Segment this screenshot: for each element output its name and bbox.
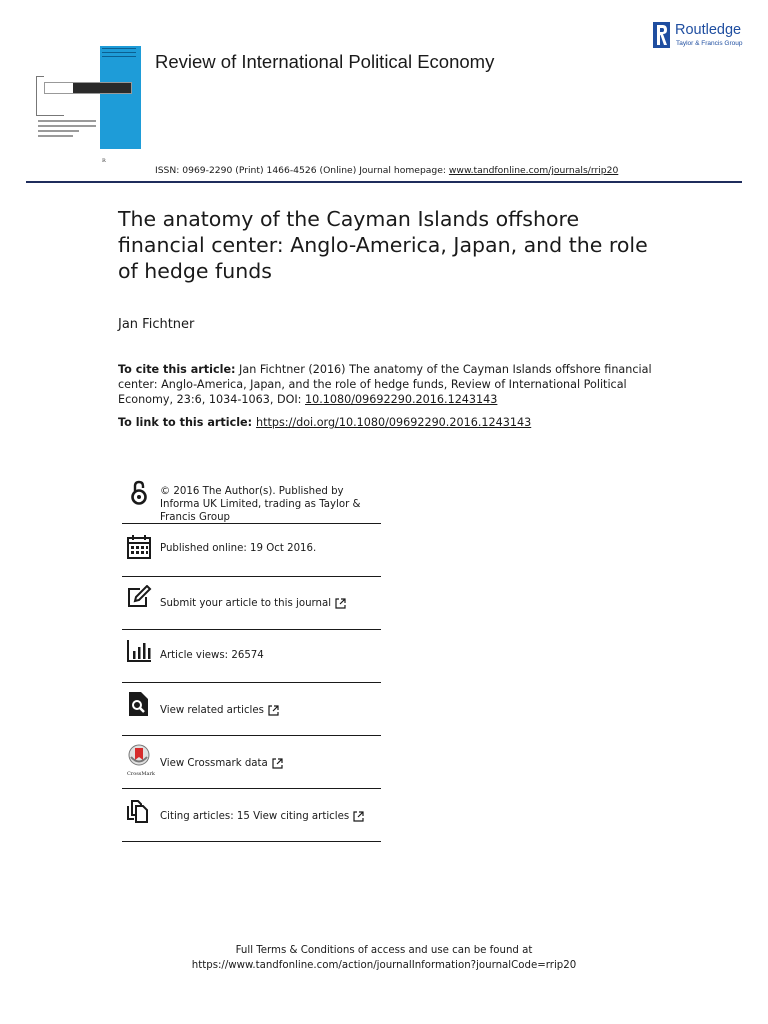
- bar-chart-icon: [126, 638, 152, 664]
- article-info-list: [122, 472, 381, 842]
- views-text: Article views: 26574: [160, 650, 264, 661]
- open-access-icon: [126, 480, 152, 506]
- routledge-logo: [653, 22, 749, 52]
- license-row: [122, 472, 381, 524]
- issn-line: [155, 165, 618, 176]
- issn-text: ISSN: 0969-2290 (Print) 1466-4526 (Online) Journal homepage:: [155, 165, 449, 176]
- journal-homepage-link[interactable]: www.tandfonline.com/journals/rrip20: [448, 165, 619, 176]
- citing-text[interactable]: Citing articles: 15 View citing articles: [160, 811, 350, 822]
- article-url-link[interactable]: https://doi.org/10.1080/09692290.2016.1243143: [256, 416, 532, 429]
- footer-terms-link[interactable]: https://www.tandfonline.com/action/journalInformation?journalCode=rrip20: [191, 960, 577, 971]
- crossmark-icon: [126, 744, 152, 774]
- crossmark-text[interactable]: View Crossmark data: [160, 758, 268, 769]
- cover-blue-panel: [100, 46, 141, 149]
- external-link-icon: [335, 598, 346, 609]
- cite-label: To cite this article:: [118, 363, 236, 376]
- submit-row[interactable]: [122, 577, 381, 630]
- article-link-line: [118, 416, 531, 429]
- journal-cover-thumbnail: [36, 18, 142, 164]
- edit-icon: [126, 585, 152, 611]
- cover-title-bar: [44, 82, 132, 94]
- journal-name: Review of International Political Economy: [155, 51, 495, 72]
- crossmark-row[interactable]: [122, 736, 381, 789]
- external-link-icon: [268, 705, 279, 716]
- crossmark-icon-label: CrossMark: [127, 771, 155, 777]
- cover-routledge-logo: R: [102, 158, 106, 164]
- footer-line-1: Full Terms & Conditions of access and use can be found at: [235, 945, 533, 956]
- license-text: © 2016 The Author(s). Published by Informa UK Limited, trading as Taylor & Francis Group: [160, 486, 361, 523]
- header-rule: [26, 181, 742, 183]
- views-row: [122, 630, 381, 683]
- link-label: To link to this article:: [118, 416, 256, 429]
- publisher-subtitle: Taylor & Francis Group: [676, 40, 743, 47]
- article-author: Jan Fichtner: [118, 317, 195, 332]
- calendar-icon: [126, 534, 152, 560]
- citing-row[interactable]: [122, 789, 381, 842]
- external-link-icon: [272, 758, 283, 769]
- article-title: The anatomy of the Cayman Islands offshore financial center: Anglo-America, Japan, and the role of hedge funds: [118, 207, 648, 283]
- cite-text: Jan Fichtner (2016) The anatomy of the Cayman Islands offshore financial center: Anglo-America, Japan, and the role of hedge funds, Review of International Political Economy, 23:6, 1034-1063, DOI:: [118, 363, 652, 406]
- routledge-r-icon: [653, 22, 670, 48]
- published-text: Published online: 19 Oct 2016.: [160, 543, 317, 554]
- published-row: [122, 524, 381, 577]
- submit-text[interactable]: Submit your article to this journal: [160, 598, 332, 609]
- related-row[interactable]: [122, 683, 381, 736]
- citing-articles-icon: [126, 797, 152, 823]
- doi-link[interactable]: 10.1080/09692290.2016.1243143: [305, 393, 498, 406]
- external-link-icon: [353, 811, 364, 822]
- footer-terms: [0, 943, 768, 973]
- publisher-name: Routledge: [675, 22, 742, 38]
- related-text[interactable]: View related articles: [160, 705, 264, 716]
- related-articles-icon: [126, 691, 152, 717]
- citation-block: [118, 362, 658, 407]
